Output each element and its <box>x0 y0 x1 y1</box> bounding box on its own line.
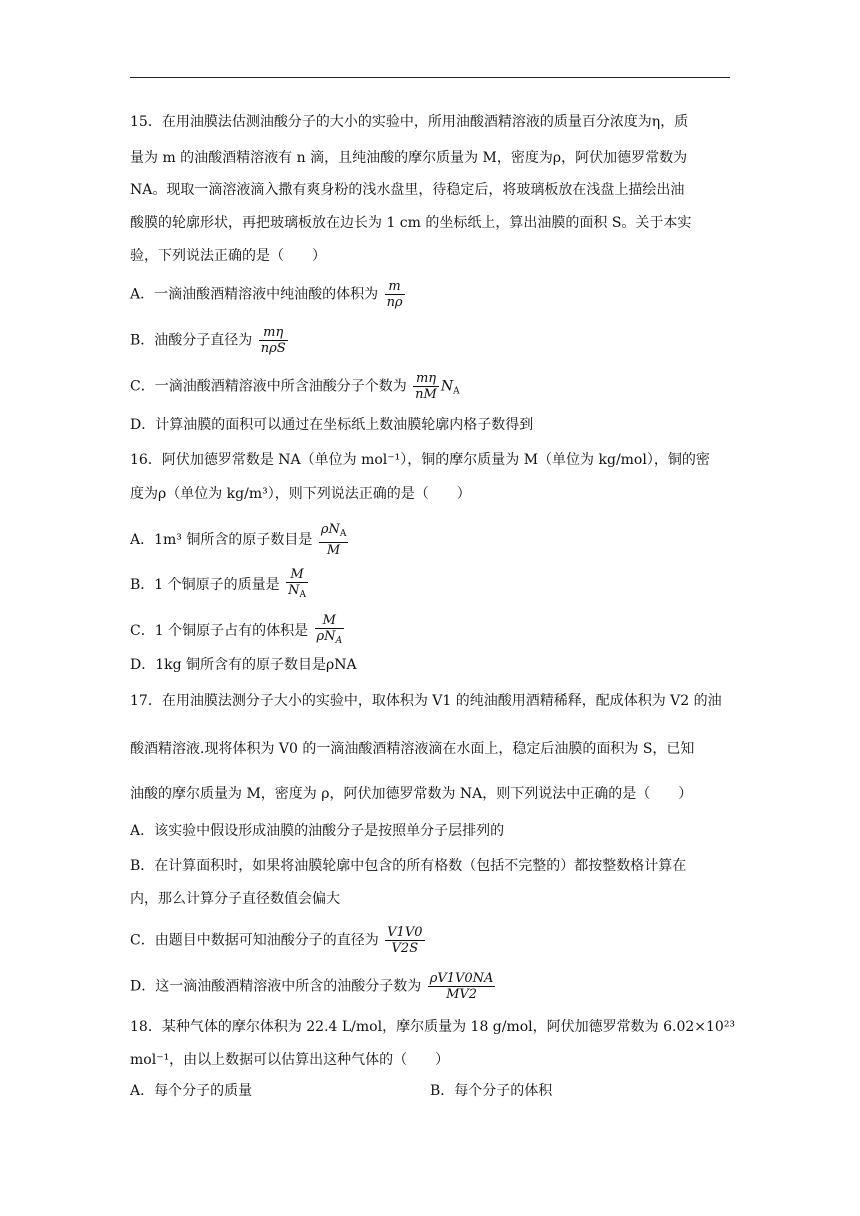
fraction-numerator: mη <box>263 325 284 340</box>
q18-stem-line-2: mol⁻¹，由以上数据可以估算出这种气体的（ ） <box>130 1052 450 1068</box>
q15-option-c-avogadro: N <box>440 378 454 395</box>
q17-option-b-line-1: B．在计算面积时，如果将油膜轮廓中包含的所有格数（包括不完整的）都按整数格计算在 <box>130 858 687 874</box>
q15-stem-line-2: 量为 m 的油酸酒精溶液有 n 滴，且纯油酸的摩尔质量为 M，密度为ρ，阿伏加德罗常数为 <box>130 150 688 166</box>
fraction-denominator: $\rho N_A$ <box>315 628 345 649</box>
q15-option-c: C．一滴油酸酒精溶液中所含油酸分子个数为 $\frac{m\eta}{nM}$ $N_A$ <box>130 371 460 402</box>
q17-option-a: A．该实验中假设形成油膜的油酸分子是按照单分子层排列的 <box>130 823 505 839</box>
q18-option-b: B．每个分子的体积 <box>430 1083 553 1099</box>
q15-option-c-text: C．一滴油酸酒精溶液中所含油酸分子个数为 <box>130 378 407 395</box>
fraction-numerator: ρV1V0NA <box>429 971 494 986</box>
q16-option-a-text: A．1m³ 铜所含的原子数目是 <box>130 532 313 548</box>
q16-option-b-text: B．1 个铜原子的质量是 <box>130 577 280 593</box>
q15-option-b <box>130 325 290 356</box>
q16-option-a <box>130 522 350 558</box>
fraction-denominator: nρ <box>386 295 403 310</box>
q15-stem-line-4: 酸膜的轮廓形状，再把玻璃板放在边长为 1 cm 的坐标纸上，算出油膜的面积 S。关于本实 <box>130 215 692 231</box>
q17-option-d-text: D．这一滴油酸酒精溶液中所含的油酸分子数为 <box>130 978 422 995</box>
q16-option-a-fraction <box>319 522 349 558</box>
q17-option-d <box>130 971 497 1002</box>
fraction-denominator: nρS <box>260 341 286 356</box>
q17-stem-line-3: 油酸的摩尔质量为 M，密度为 ρ，阿伏加德罗常数为 NA，则下列说法中正确的是（ ） <box>130 786 693 802</box>
q16-option-c-text: C．1 个铜原子占有的体积是 <box>130 623 309 639</box>
header-rule <box>130 77 730 78</box>
q15-stem-line-1: 15．在用油膜法估测油酸分子的大小的实验中，所用油酸酒精溶液的质量百分浓度为η，质 <box>130 114 689 130</box>
fraction-numerator: M <box>322 613 336 628</box>
fraction-numerator: V1V0 <box>387 925 423 940</box>
fraction-numerator: mη <box>415 371 437 386</box>
q17-option-c-fraction <box>385 925 424 956</box>
q15-option-a-text: A．一滴油酸酒精溶液中纯油酸的体积为 <box>130 286 379 303</box>
q18-stem-line-1: 18．某种气体的摩尔体积为 22.4 L/mol，摩尔质量为 18 g/mol，阿伏加德罗常数为 6.02×10²³ <box>130 1019 736 1035</box>
q16-option-c <box>130 613 346 649</box>
q15-option-d: D．计算油膜的面积可以通过在坐标纸上数油膜轮廓内格子数得到 <box>130 417 534 433</box>
fraction-numerator: M <box>290 567 304 582</box>
fraction-denominator: $N_A$ <box>286 582 308 603</box>
fraction-numerator: m <box>388 279 401 294</box>
q18-option-a: A．每个分子的质量 <box>130 1083 253 1099</box>
q15-option-b-text: B．油酸分子直径为 <box>130 332 253 349</box>
q17-option-b-line-2: 内，那么计算分子直径数值会偏大 <box>130 891 340 907</box>
q15-option-c-fraction <box>413 371 439 402</box>
q17-option-c <box>130 925 427 956</box>
q16-option-b-fraction <box>286 567 308 603</box>
fraction-denominator: V2S <box>385 940 424 956</box>
q17-option-c-text: C．由题目中数据可知油酸分子的直径为 <box>130 932 379 949</box>
q17-stem-line-1: 17．在用油膜法测分子大小的实验中，取体积为 V1 的纯油酸用酒精稀释，配成体积为 V2 的油 <box>130 693 722 709</box>
fraction-denominator: nM <box>415 387 437 402</box>
fraction-denominator: M <box>319 542 349 558</box>
q17-stem-line-2: 酸酒精溶液.现将体积为 V0 的一滴油酸酒精溶液滴在水面上，稳定后油膜的面积为 S，已知 <box>130 741 695 757</box>
q16-stem-line-1: 16．阿伏加德罗常数是 NA（单位为 mol⁻¹），铜的摩尔质量为 M（单位为 kg/mol），铜的密 <box>130 452 710 468</box>
q16-stem-line-2: 度为ρ（单位为 kg/m³），则下列说法正确的是（ ） <box>130 486 471 502</box>
fraction-numerator: $\rho N_A$ <box>320 522 347 539</box>
q16-option-b <box>130 567 310 603</box>
q15-stem-line-3: NA。现取一滴溶液滴入撒有爽身粉的浅水盘里，待稳定后，将玻璃板放在浅盘上描绘出油 <box>130 182 685 198</box>
q16-option-d: D．1kg 铜所含有的原子数目是ρNA <box>130 657 357 673</box>
q17-option-d-fraction <box>428 971 496 1002</box>
q16-option-c-fraction <box>315 613 345 649</box>
q15-stem-line-5: 验，下列说法正确的是（ ） <box>130 248 326 264</box>
q15-option-a <box>130 279 407 310</box>
fraction-denominator: MV2 <box>428 986 496 1002</box>
q15-option-b-fraction <box>259 325 288 356</box>
q15-option-a-fraction <box>385 279 405 310</box>
